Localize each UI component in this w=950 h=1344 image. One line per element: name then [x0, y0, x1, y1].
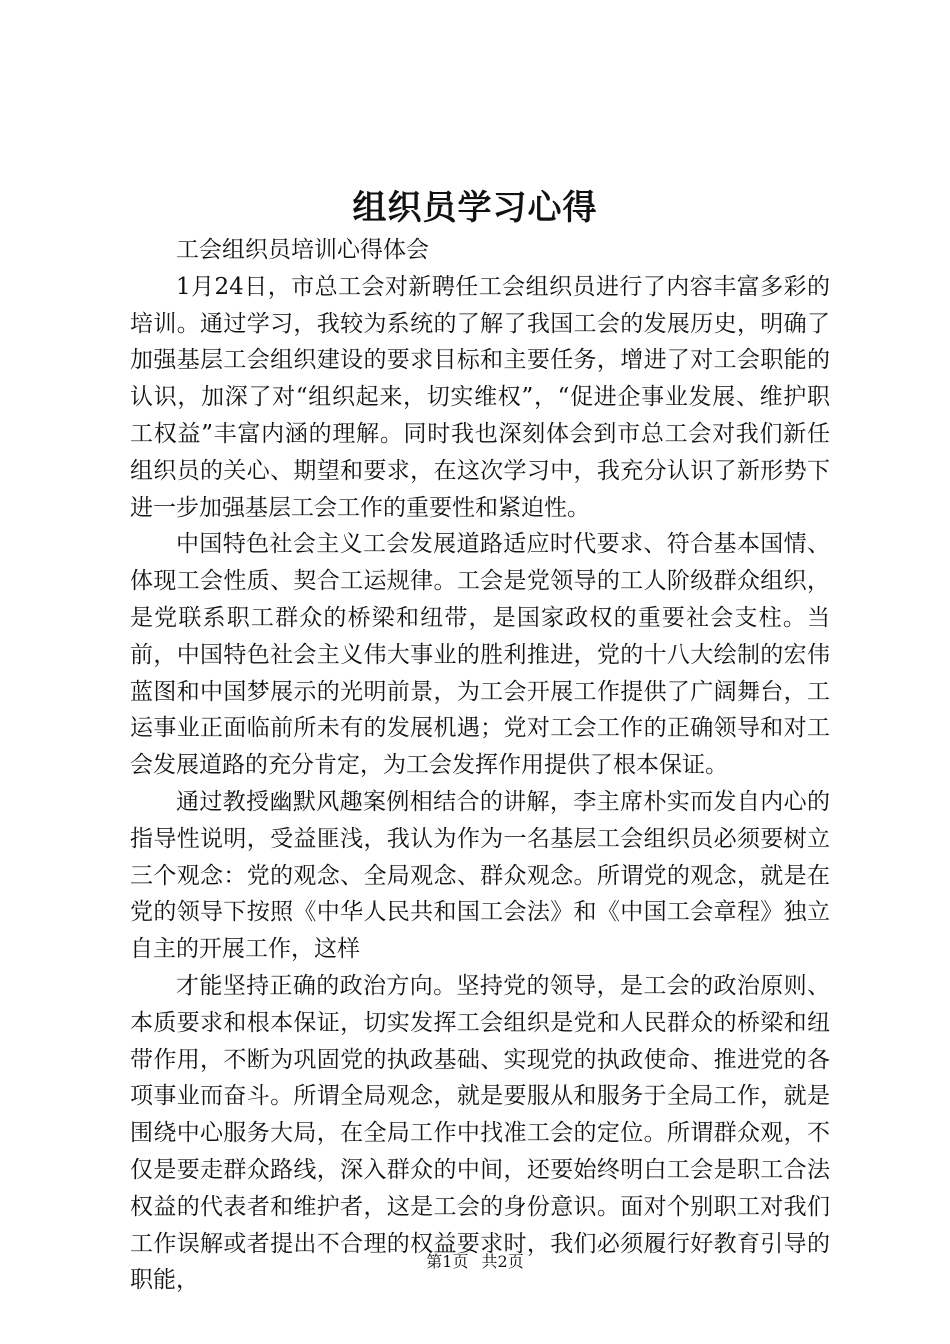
paragraph-3: 通过教授幽默风趣案例相结合的讲解，李主席朴实而发自内心的指导性说明，受益匪浅，我认为作为一名基层工会组织员必须要树立三个观念：党的观念、全局观念、群众观念。所谓党的观念，就是在党的领导下按照《中华人民共和国工会法》和《中国工会章程》独立自主的开展工作，这样 — [130, 788, 830, 963]
paragraph-4: 才能坚持正确的政治方向。坚持党的领导，是工会的政治原则、本质要求和根本保证，切实发挥工会组织是党和人民群众的桥梁和纽带作用，不断为巩固党的执政基础、实现党的执政使命、推进党的各项事业而奋斗。所谓全局观念，就是要服从和服务于全局工作，就是围绕中心服务大局，在全局工作中找准工会的定位。所谓群众观，不仅是要走群众路线，深入群众的中间，还要始终明白工会是职工合法权益的代表者和维护者，这是工会的身份意识。面对个别职工对我们工作误解或者提出不合理的权益要求时，我们必须履行好教育引导的职能， — [130, 972, 830, 1294]
document-subtitle: 工会组织员培训心得体会 — [176, 237, 429, 263]
page-footer — [0, 1250, 950, 1274]
document-body — [130, 232, 830, 1299]
paragraph-1: 1月24日，市总工会对新聘任工会组织员进行了内容丰富多彩的培训。通过学习，我较为系统的了解了我国工会的发展历史，明确了加强基层工会组织建设的要求目标和主要任务，增进了对工会职能的认识，加深了对“组织起来，切实维权”，“促进企事业发展、维护职工权益”丰富内涵的理解。同时我也深刻体会到市总工会对我们新任组织员的关心、期望和要求，在这次学习中，我充分认识了新形势下进一步加强基层工会工作的重要性和紧迫性。 — [130, 273, 830, 521]
document-title: 组织员学习心得 — [352, 188, 598, 228]
page-number-total: 共2页 — [481, 1252, 524, 1271]
paragraph-2: 中国特色社会主义工会发展道路适应时代要求、符合基本国情、体现工会性质、契合工运规律。工会是党领导的工人阶级群众组织，是党联系职工群众的桥梁和纽带，是国家政权的重要社会支柱。当前，中国特色社会主义伟大事业的胜利推进，党的十八大绘制的宏伟蓝图和中国梦展示的光明前景，为工会开展工作提供了广阔舞台，工运事业正面临前所未有的发展机遇；党对工会工作的正确领导和对工会发展道路的充分肯定，为工会发挥作用提供了根本保证。 — [130, 531, 830, 779]
page-number-current: 第1页 — [426, 1252, 469, 1271]
